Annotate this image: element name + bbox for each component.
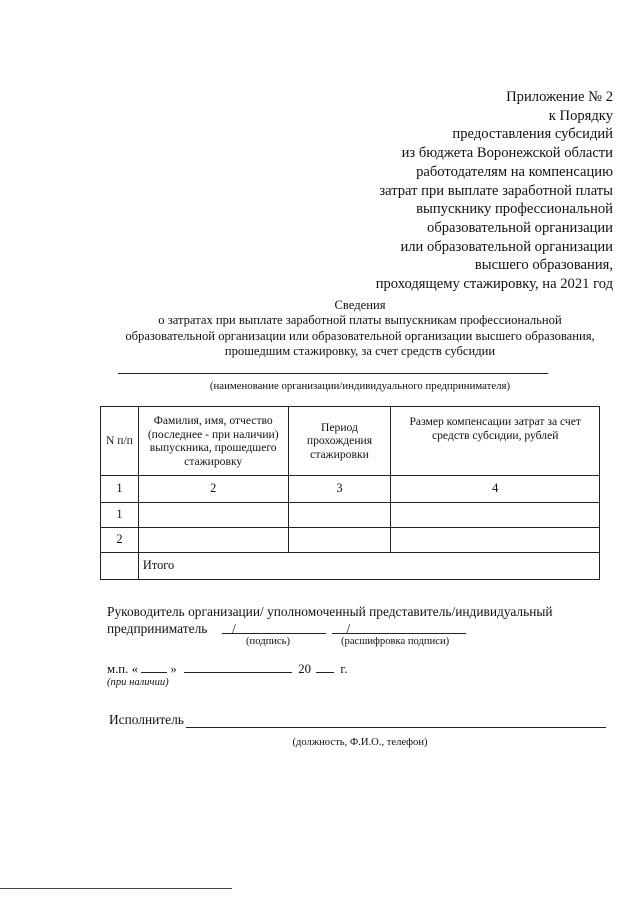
signature-decode-line[interactable] bbox=[332, 633, 466, 634]
signature-slash: / bbox=[346, 621, 351, 636]
appendix-line: образовательной организации bbox=[427, 219, 613, 236]
table-total-row bbox=[101, 553, 600, 580]
year-suffix: г. bbox=[340, 662, 348, 676]
year-field[interactable] bbox=[316, 672, 334, 673]
full-name-cell[interactable] bbox=[138, 503, 288, 528]
appendix-line: затрат при выплате заработной платы bbox=[379, 182, 613, 199]
period-cell[interactable] bbox=[288, 528, 391, 553]
appendix-line: предоставления субсидий bbox=[452, 126, 613, 143]
total-label: Итого bbox=[138, 553, 599, 580]
quote-close: » bbox=[170, 662, 177, 676]
header-compensation: Размер компенсации затрат за счет средств субсидии, рублей bbox=[391, 407, 600, 476]
appendix-line: к Порядку bbox=[548, 107, 613, 124]
appendix-line: Приложение № 2 bbox=[506, 89, 613, 105]
header-full-name: Фамилия, имя, отчество (последнее - при наличии) выпускника, прошедшего стажировку bbox=[138, 407, 288, 476]
full-name-cell[interactable] bbox=[138, 528, 288, 553]
heading-title: Сведения bbox=[334, 298, 386, 312]
heading-line: прошедшим стажировку, за счет средств субсидии bbox=[224, 343, 496, 358]
signatory-row bbox=[107, 621, 350, 637]
appendix-line: высшего образования, bbox=[474, 257, 613, 274]
appendix-line: выпускнику профессиональной bbox=[416, 201, 613, 218]
seal-label: м.п. bbox=[107, 662, 129, 676]
appendix-line: работодателям на компенсацию bbox=[416, 163, 613, 180]
day-field[interactable] bbox=[141, 672, 167, 673]
signatory-intro: Руководитель организации/ уполномоченный представитель/индивидуальный bbox=[107, 604, 553, 619]
total-empty-cell bbox=[101, 553, 139, 580]
document-heading bbox=[100, 298, 620, 359]
appendix-block bbox=[313, 88, 613, 294]
signature-line[interactable] bbox=[222, 633, 326, 634]
organization-caption: (наименование организации/индивидуального предпринимателя) bbox=[209, 380, 511, 392]
column-number-cell: 3 bbox=[288, 476, 391, 503]
month-field[interactable] bbox=[184, 672, 292, 673]
executor-label: Исполнитель bbox=[109, 712, 184, 727]
seal-note: (при наличии) bbox=[107, 677, 169, 688]
header-number: N п/п bbox=[101, 407, 139, 476]
organization-name-line[interactable] bbox=[118, 373, 548, 374]
row-number-cell: 1 bbox=[101, 503, 139, 528]
signature-decode-caption: (расшифровка подписи) bbox=[341, 636, 450, 647]
footnote-divider bbox=[0, 888, 232, 889]
appendix-line: или образовательной организации bbox=[400, 238, 613, 255]
table-header-row bbox=[101, 407, 600, 476]
table-row bbox=[101, 503, 600, 528]
column-number-cell: 4 bbox=[391, 476, 600, 503]
appendix-line: из бюджета Воронежской области bbox=[401, 145, 613, 162]
table-column-numbers-row bbox=[101, 476, 600, 503]
compensation-table bbox=[100, 406, 600, 580]
compensation-cell[interactable] bbox=[391, 528, 600, 553]
executor-caption: (должность, Ф.И.О., телефон) bbox=[292, 737, 428, 748]
row-number-cell: 2 bbox=[101, 528, 139, 553]
signatory-role: предприниматель bbox=[107, 621, 208, 636]
signature-caption: (подпись) bbox=[246, 636, 290, 647]
year-prefix: 20 bbox=[298, 662, 311, 676]
quote-open: « bbox=[131, 662, 138, 676]
executor-line[interactable] bbox=[186, 727, 606, 728]
column-number-cell: 2 bbox=[138, 476, 288, 503]
appendix-line: проходящему стажировку, на 2021 год bbox=[375, 276, 613, 293]
period-cell[interactable] bbox=[288, 503, 391, 528]
compensation-cell[interactable] bbox=[391, 503, 600, 528]
heading-line: о затратах при выплате заработной платы выпускникам профессиональной bbox=[158, 313, 562, 328]
header-period: Период прохождения стажировки bbox=[288, 407, 391, 476]
column-number-cell: 1 bbox=[101, 476, 139, 503]
heading-line: образовательной организации или образовательной организации высшего образования, bbox=[125, 328, 595, 343]
table-row bbox=[101, 528, 600, 553]
signature-slash: / bbox=[232, 621, 236, 636]
seal-date-row bbox=[107, 662, 347, 677]
